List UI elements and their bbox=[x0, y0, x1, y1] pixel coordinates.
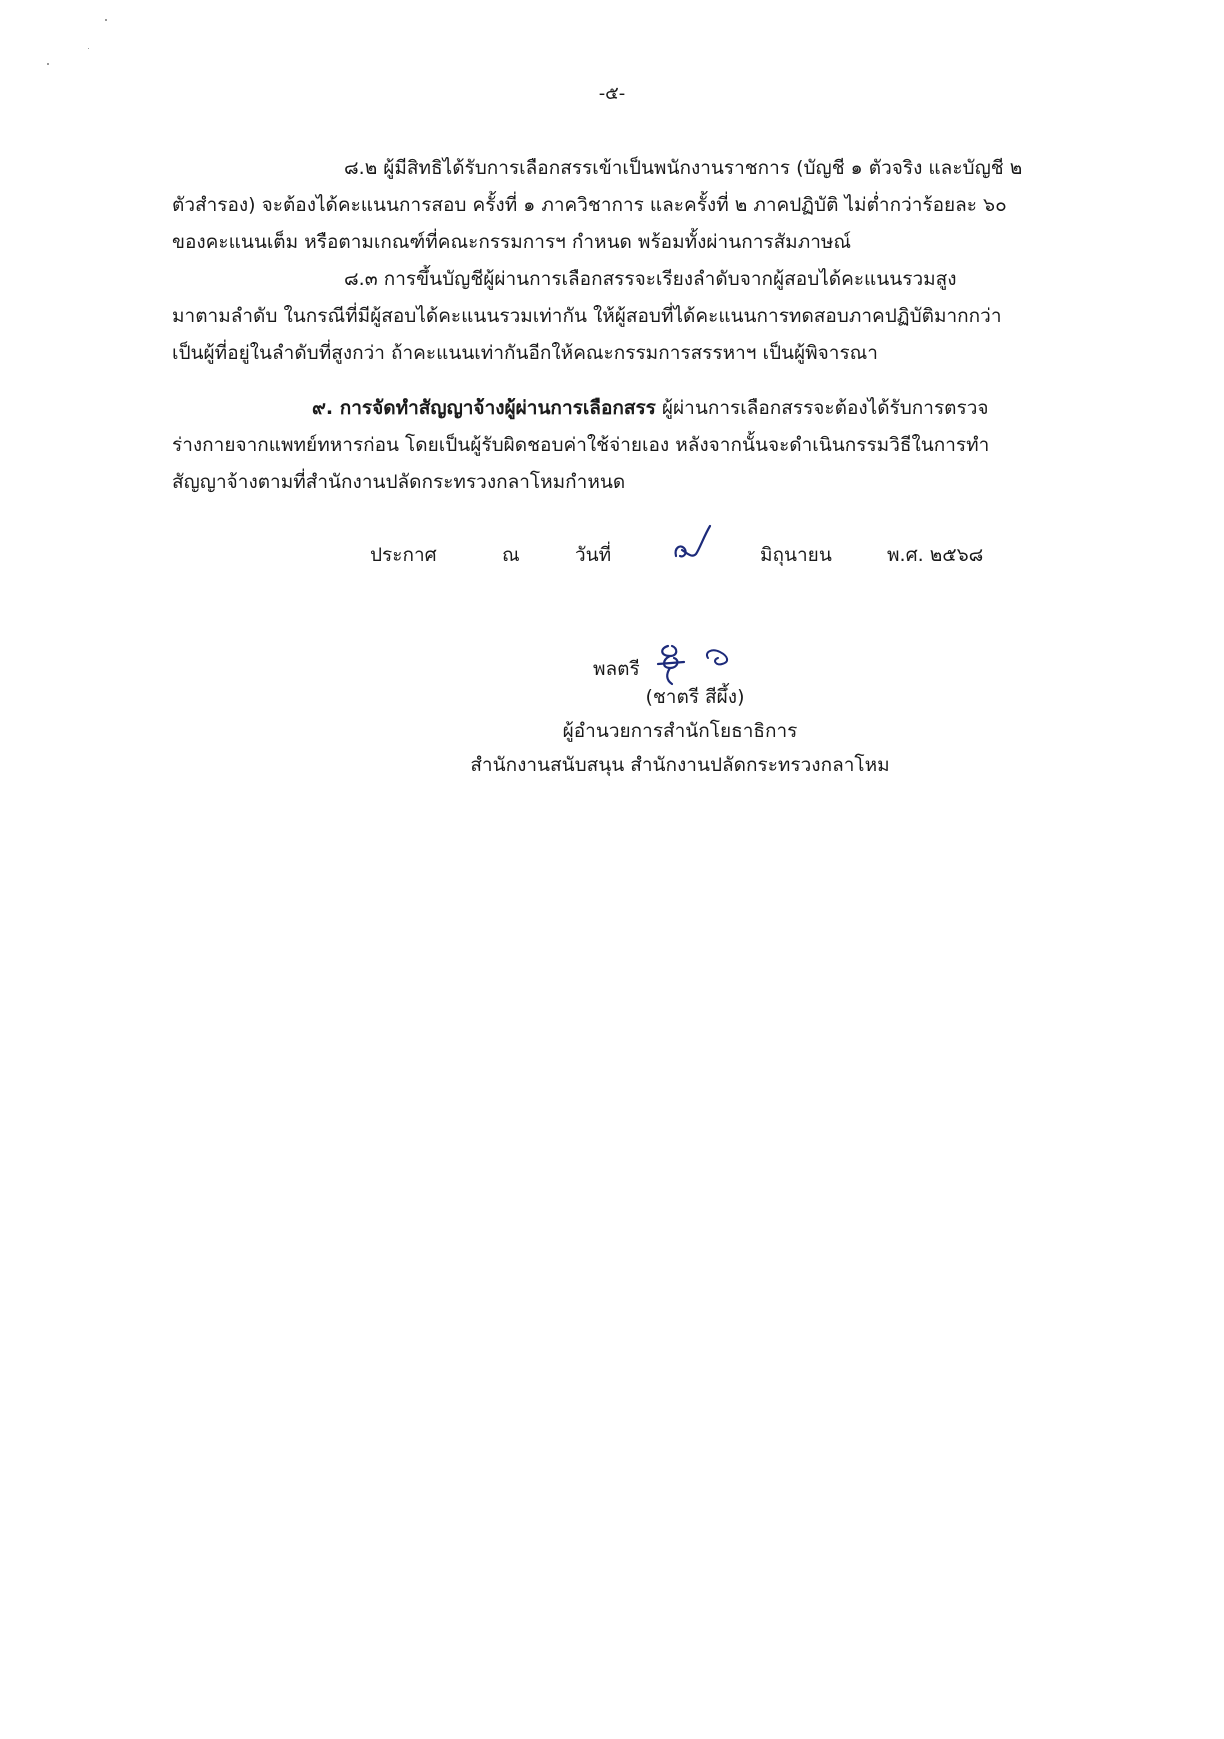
signatory-rank: พลตรี bbox=[593, 658, 640, 680]
clause-line: ร่างกายจากแพทย์ทหารก่อน โดยเป็นผู้รับผิดชอบค่าใช้จ่ายเอง หลังจากนั้นจะดำเนินกรรมวิธีในการทำ bbox=[172, 434, 990, 456]
handwritten-signature bbox=[648, 640, 758, 701]
clause-line: ๘.๓ การขึ้นบัญชีผู้ผ่านการเลือกสรรจะเรียงลำดับจากผู้สอบได้คะแนนรวมสูง bbox=[344, 268, 957, 290]
year: พ.ศ. ๒๕๖๘ bbox=[887, 544, 984, 566]
clause-line: สัญญาจ้างตามที่สำนักงานปลัดกระทรวงกลาโหมกำหนด bbox=[172, 471, 626, 493]
signatory-position: ผู้อำนวยการสำนักโยธาธิการ bbox=[562, 720, 798, 742]
clause-9 bbox=[172, 390, 1117, 501]
clause-line: มาตามลำดับ ในกรณีที่มีผู้สอบได้คะแนนรวมเท่ากัน ให้ผู้สอบที่ได้คะแนนการทดสอบภาคปฏิบัติมากกว่า bbox=[172, 305, 1002, 327]
clause-9-heading: ๙. การจัดทำสัญญาจ้างผู้ผ่านการเลือกสรร bbox=[312, 397, 656, 419]
clause-line: ๘.๒ ผู้มีสิทธิได้รับการเลือกสรรเข้าเป็นพนักงานราชการ (บัญชี ๑ ตัวจริง และบัญชี ๒ bbox=[344, 157, 1023, 179]
clause-line: ของคะแนนเต็ม หรือตามเกณฑ์ที่คณะกรรมการฯ กำหนด พร้อมทั้งผ่านการสัมภาษณ์ bbox=[172, 231, 852, 253]
clause-8-2 bbox=[172, 150, 1117, 261]
month: มิถุนายน bbox=[760, 544, 832, 566]
page-number: -๕- bbox=[598, 83, 626, 104]
handwritten-day-mark bbox=[670, 522, 714, 573]
signature-block bbox=[400, 640, 960, 782]
at-label: ณ bbox=[502, 544, 520, 566]
announced-label: ประกาศ bbox=[370, 544, 437, 566]
scan-speck bbox=[105, 19, 107, 21]
day-label: วันที่ bbox=[575, 544, 612, 566]
clause-line: เป็นผู้ที่อยู่ในลำดับที่สูงกว่า ถ้าคะแนนเท่ากันอีกให้คณะกรรมการสรรหาฯ เป็นผู้พิจารณา bbox=[172, 342, 878, 364]
scan-speck bbox=[47, 63, 49, 65]
scan-speck bbox=[88, 48, 89, 49]
clause-line: ผู้ผ่านการเลือกสรรจะต้องได้รับการตรวจ bbox=[655, 397, 989, 419]
signature-row bbox=[400, 640, 960, 680]
clause-line: ตัวสำรอง) จะต้องได้คะแนนการสอบ ครั้งที่ ๑ ภาควิชาการ และครั้งที่ ๒ ภาคปฏิบัติ ไม่ต่ำกว่าร้อยละ ๖๐ bbox=[172, 194, 1007, 216]
signatory-office: สำนักงานสนับสนุน สำนักงานปลัดกระทรวงกลาโหม bbox=[470, 754, 890, 776]
clause-9-first-line bbox=[172, 390, 1117, 427]
clause-8-3 bbox=[172, 261, 1117, 372]
signatory-name: (ชาตรี สีผึ้ง) bbox=[645, 686, 745, 708]
